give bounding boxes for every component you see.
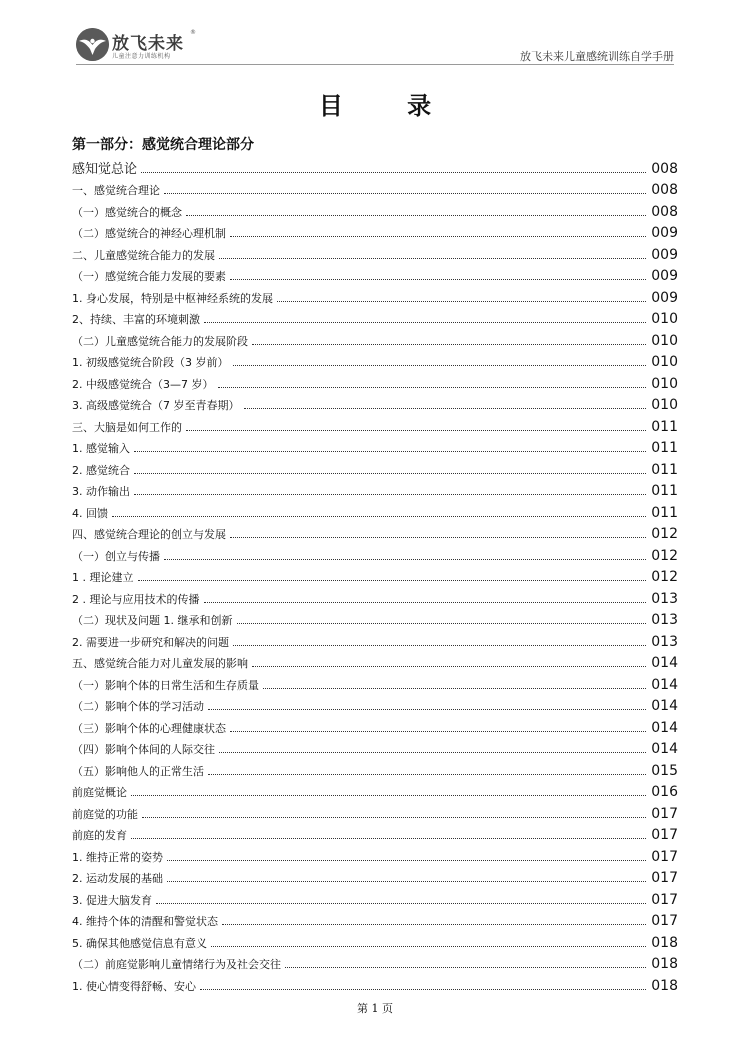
toc-entry-page: 010 [651,311,678,327]
dot-leader [134,451,646,452]
dot-leader [222,924,646,925]
toc-entry[interactable] [72,198,678,220]
dot-leader [156,903,646,904]
toc-entry[interactable] [72,800,678,822]
toc-entry[interactable] [72,951,678,973]
toc-entry[interactable] [72,822,678,844]
header-divider [76,64,674,65]
dot-leader [208,709,646,710]
toc-entry-label: （一）影响个体的日常生活和生存质量 [72,678,259,692]
logo-tagline: 儿童注意力训练机构 [112,53,171,60]
dot-leader [263,688,646,689]
toc-entry-page: 009 [651,225,678,241]
dot-leader [219,258,646,259]
toc-entry-page: 011 [651,440,678,456]
toc-entry-page: 015 [651,762,678,779]
toc-entry-page: 017 [651,913,678,929]
toc-entry-label: 2. 感觉统合 [72,463,130,477]
logo-registered-mark: ® [190,29,196,36]
toc-entry-label: 二、儿童感觉统合能力的发展 [72,248,215,262]
toc-entry-label: 4. 回馈 [72,506,108,520]
toc-entry-page: 012 [651,547,678,564]
toc-entry-page: 010 [651,332,678,349]
dot-leader [131,838,646,839]
toc-entry[interactable] [72,671,678,693]
dot-leader [211,946,646,947]
brand-logo [76,28,236,68]
toc-entry[interactable] [72,456,678,478]
toc-entry[interactable] [72,306,678,328]
toc-entry[interactable] [72,929,678,951]
toc-entry-label: （一）感觉统合能力发展的要素 [72,270,226,283]
dot-leader [164,559,646,560]
toc-entry-page: 014 [651,698,678,714]
toc-entry-label: 前庭觉的功能 [72,807,138,821]
dot-leader [134,494,646,495]
dot-leader [200,989,646,990]
toc-entry-label: 前庭觉概论 [72,786,127,799]
toc-entry-label: 感知觉总论 [72,161,138,177]
toc-entry-label: 2. 需要进一步研究和解决的问题 [72,635,229,649]
toc-entry[interactable] [72,478,678,500]
toc-entry-label: （一）创立与传播 [72,549,160,563]
toc-entry-page: 014 [651,676,678,693]
toc-entry-page: 018 [651,934,678,951]
dot-leader [218,387,647,388]
dot-leader [233,645,646,646]
toc-entry-label: 2 . 理论与应用技术的传播 [72,592,200,606]
toc-entry[interactable] [72,843,678,865]
toc-entry-page: 014 [651,719,678,736]
toc-entry[interactable] [72,865,678,887]
toc-entry-page: 011 [651,418,678,435]
toc-entry-page: 012 [651,526,678,542]
toc-entry[interactable] [72,693,678,715]
toc-entry-page: 008 [651,160,678,177]
dot-leader [112,516,646,517]
toc-entry-label: 1. 使心情变得舒畅、安心 [72,979,196,993]
dot-leader [138,580,647,581]
dot-leader [230,279,646,280]
toc-entry-label: 1. 感觉输入 [72,442,130,455]
toc-entry[interactable] [72,263,678,285]
toc-entry[interactable] [72,370,678,392]
toc-entry-label: （二）感觉统合的神经心理机制 [72,227,226,240]
toc-entry-label: 1. 维持正常的姿势 [72,850,163,864]
toc-entry[interactable] [72,327,678,349]
toc-entry-page: 013 [651,633,678,650]
dot-leader [237,623,647,624]
toc-entry-label: （五）影响他人的正常生活 [72,764,204,778]
toc-entry[interactable] [72,607,678,629]
toc-entry-page: 011 [651,504,678,521]
toc-entry[interactable] [72,650,678,672]
toc-entry[interactable] [72,521,678,543]
dot-leader [230,236,646,237]
toc-entry[interactable] [72,585,678,607]
toc-entry-page: 009 [651,289,678,306]
toc-entry-label: 4. 维持个体的清醒和警觉状态 [72,915,218,928]
toc-entry-label: 3. 动作输出 [72,485,130,498]
dot-leader [233,365,647,366]
toc-entry-label: （二）影响个体的学习活动 [72,700,204,713]
toc-entry-page: 008 [651,182,678,198]
document-title: 放飞未来儿童感统训练自学手册 [520,50,674,63]
toc-entry-label: 2. 运动发展的基础 [72,872,163,885]
page-header [0,0,750,70]
page-title: 目 录 [318,92,460,120]
toc-entry-page: 016 [651,784,678,800]
toc-entry[interactable] [72,177,678,199]
toc-entry-page: 017 [651,827,678,843]
toc-entry[interactable] [72,972,678,994]
toc-entry-label: （三）影响个体的心理健康状态 [72,721,226,735]
part-heading: 第一部分：感觉统合理论部分 [72,137,254,153]
toc-entry-page: 013 [651,590,678,607]
toc-entry-page: 018 [651,977,678,994]
toc-entry-page: 010 [651,375,678,392]
toc-entry-page: 010 [651,354,678,370]
toc-entry[interactable] [72,220,678,242]
logo-name: 放飞未来 [112,34,184,54]
dot-leader [167,860,646,861]
toc-entry-label: （二）儿童感觉统合能力的发展阶段 [72,334,248,348]
toc-entry[interactable] [72,564,678,586]
toc-entry-label: 3. 促进大脑发育 [72,893,152,907]
toc-entry-page: 009 [651,268,678,284]
dot-leader [134,473,646,474]
toc-entry-page: 017 [651,891,678,908]
toc-entry[interactable] [72,714,678,736]
toc-entry-page: 017 [651,848,678,865]
toc-entry-label: 一、感觉统合理论 [72,184,160,197]
dot-leader [141,172,646,173]
dot-leader [131,795,646,796]
toc-entry[interactable] [72,413,678,435]
toc-entry-label: 四、感觉统合理论的创立与发展 [72,528,226,541]
dot-leader [204,322,646,323]
toc-entry-label: 2. 中级感觉统合（3—7 岁） [72,377,214,391]
toc-entry-page: 013 [651,612,678,628]
toc-entry-label: （一）感觉统合的概念 [72,205,182,219]
toc-entry-label: 前庭的发育 [72,829,127,842]
toc-entry-page: 014 [651,655,678,671]
toc-entry-page: 008 [651,203,678,220]
toc-entry[interactable] [72,542,678,564]
toc-entry[interactable] [72,886,678,908]
toc-entry-page: 009 [651,246,678,263]
toc-entry[interactable] [72,392,678,414]
page-number: 第 1 页 [357,1002,393,1015]
toc-entry[interactable] [72,757,678,779]
dot-leader [230,731,646,732]
toc-entry[interactable] [72,736,678,758]
dot-leader [230,537,646,538]
toc-entry-label: （四）影响个体间的人际交往 [72,743,215,756]
toc-entry-label: 2、持续、丰富的环境刺激 [72,313,200,326]
toc-entry-label: 五、感觉统合能力对儿童发展的影响 [72,657,248,670]
toc-entry-page: 010 [651,397,678,413]
table-of-contents [72,155,678,994]
toc-entry[interactable] [72,155,678,177]
toc-entry-label: 三、大脑是如何工作的 [72,420,182,434]
toc-entry-label: 1 . 理论建立 [72,571,134,584]
dot-leader [164,193,646,194]
toc-entry-page: 011 [651,461,678,478]
toc-entry[interactable] [72,779,678,801]
toc-entry-page: 017 [651,870,678,886]
toc-entry[interactable] [72,241,678,263]
toc-entry-label: 3. 高级感觉统合（7 岁至青春期） [72,399,240,412]
dot-leader [252,344,646,345]
eagle-logo-icon [76,28,109,61]
toc-entry-page: 014 [651,741,678,757]
dot-leader [219,752,646,753]
toc-entry-page: 011 [651,483,678,499]
toc-entry[interactable] [72,499,678,521]
toc-entry[interactable] [72,908,678,930]
dot-leader [208,774,646,775]
dot-leader [167,881,646,882]
dot-leader [285,967,646,968]
dot-leader [142,817,646,818]
toc-entry[interactable] [72,628,678,650]
toc-entry[interactable] [72,284,678,306]
dot-leader [186,215,646,216]
toc-entry-label: 1. 身心发展，特别是中枢神经系统的发展 [72,291,273,305]
toc-entry-label: 5. 确保其他感觉信息有意义 [72,936,207,950]
dot-leader [277,301,646,302]
toc-entry[interactable] [72,435,678,457]
dot-leader [186,430,646,431]
toc-entry-page: 012 [651,569,678,585]
toc-entry-label: （二）现状及问题 1. 继承和创新 [72,614,233,627]
toc-entry-page: 017 [651,805,678,822]
dot-leader [244,408,647,409]
toc-entry-label: 1. 初级感觉统合阶段（3 岁前） [72,356,229,369]
toc-entry-page: 018 [651,956,678,972]
dot-leader [204,602,647,603]
toc-entry-label: （二）前庭觉影响儿童情绪行为及社会交往 [72,958,281,971]
dot-leader [252,666,646,667]
toc-entry[interactable] [72,349,678,371]
